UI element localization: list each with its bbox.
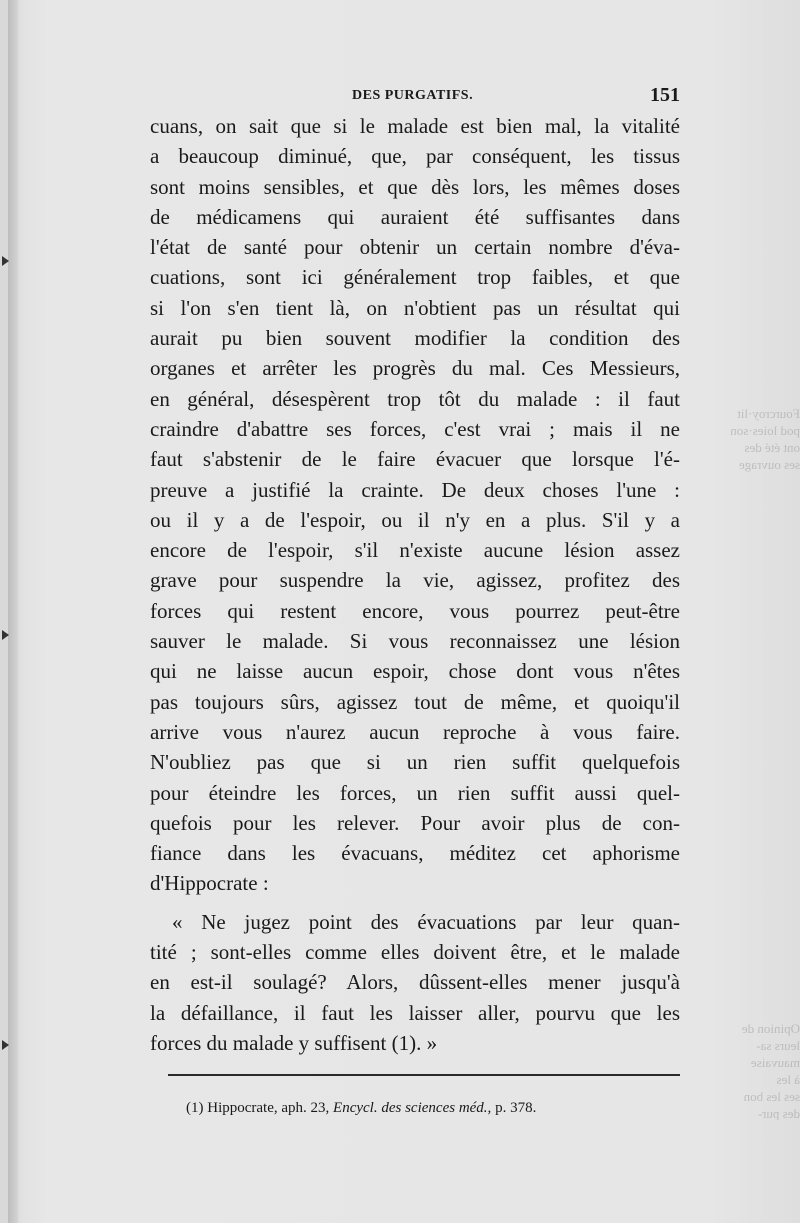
show-through-text: Fourcroy·lit pod loies·son ont été des ses ouvrage (730, 406, 800, 472)
text-line: forces qui restent encore, vous pourrez peut-être (150, 598, 680, 623)
footnote-prefix: (1) Hippocrate, aph. 23, (186, 1100, 330, 1116)
text-line: sauver le malade. Si vous reconnaissez une lésion (150, 629, 680, 654)
text-line: N'oubliez pas que si un rien suffit quelquefois (150, 750, 680, 775)
text-line: craindre d'abattre ses forces, c'est vrai ; mais il ne (150, 416, 680, 441)
page-header (150, 84, 680, 110)
text-line: pas toujours sûrs, agissez tout de même, et quoiqu'il (150, 689, 680, 714)
quote-line: « Ne jugez point des évacuations par leur quan- (172, 909, 680, 934)
text-line: en général, désespèrent trop tôt du malade : il faut (150, 386, 680, 411)
text-line: de médicamens qui auraient été suffisantes dans (150, 204, 680, 229)
text-line: preuve a justifié la crainte. De deux choses l'une : (150, 477, 680, 502)
text-line: l'état de santé pour obtenir un certain nombre d'éva- (150, 235, 680, 260)
quote-line: en est-il soulagé? Alors, dûssent-elles mener jusqu'à (150, 970, 680, 995)
text-line: d'Hippocrate : (150, 871, 269, 896)
text-line: cuations, sont ici généralement trop faibles, et que (150, 265, 680, 290)
text-line: si l'on s'en tient là, on n'obtient pas un résultat qui (150, 295, 680, 320)
text-line: ou il y a de l'espoir, ou il n'y en a plus. S'il y a (150, 507, 680, 532)
page-number: 151 (650, 84, 680, 106)
main-text (150, 111, 680, 1058)
quote-line: tité ; sont-elles comme elles doivent être, et le malade (150, 940, 680, 965)
page-edge-shadow (8, 0, 18, 1223)
text-line: a beaucoup diminué, que, par conséquent, les tissus (150, 144, 680, 169)
margin-mark (2, 630, 9, 640)
text-line: quefois pour les relever. Pour avoir plus de con- (150, 810, 680, 835)
text-line: qui ne laisse aucun espoir, chose dont vous n'êtes (150, 659, 680, 684)
text-line: encore de l'espoir, s'il n'existe aucune lésion assez (150, 538, 680, 563)
margin-mark (2, 1040, 9, 1050)
footnote-rule (168, 1074, 680, 1076)
text-line: arrive vous n'aurez aucun reproche à vous faire. (150, 719, 680, 744)
text-line: sont moins sensibles, et que dès lors, les mêmes doses (150, 174, 680, 199)
text-line: cuans, on sait que si le malade est bien mal, la vitalité (150, 114, 680, 138)
text-line: faut s'abstenir de le faire évacuer que lorsque l'é- (150, 447, 680, 472)
running-title: DES PURGATIFS. (352, 88, 474, 103)
text-line: pour éteindre les forces, un rien suffit aussi quel- (150, 780, 680, 805)
text-line: grave pour suspendre la vie, agissez, profitez des (150, 568, 680, 593)
quote-line: la défaillance, il faut les laisser aller, pourvu que les (150, 1000, 680, 1025)
margin-mark (2, 256, 9, 266)
footnote-suffix: p. 378. (495, 1100, 537, 1116)
text-line: fiance dans les évacuans, méditez cet aphorisme (150, 841, 680, 866)
text-line: organes et arrêter les progrès du mal. Ces Messieurs, (150, 356, 680, 381)
text-line: aurait pu bien souvent modifier la condition des (150, 326, 680, 351)
footnote (186, 1100, 536, 1117)
quote-line: forces du malade y suffisent (1). » (150, 1030, 438, 1055)
footnote-italic: Encycl. des sciences méd., (333, 1100, 492, 1116)
show-through-text: Opinion de leurs sa- mauvaise à les ses les bon des pur- (741, 1021, 800, 1120)
